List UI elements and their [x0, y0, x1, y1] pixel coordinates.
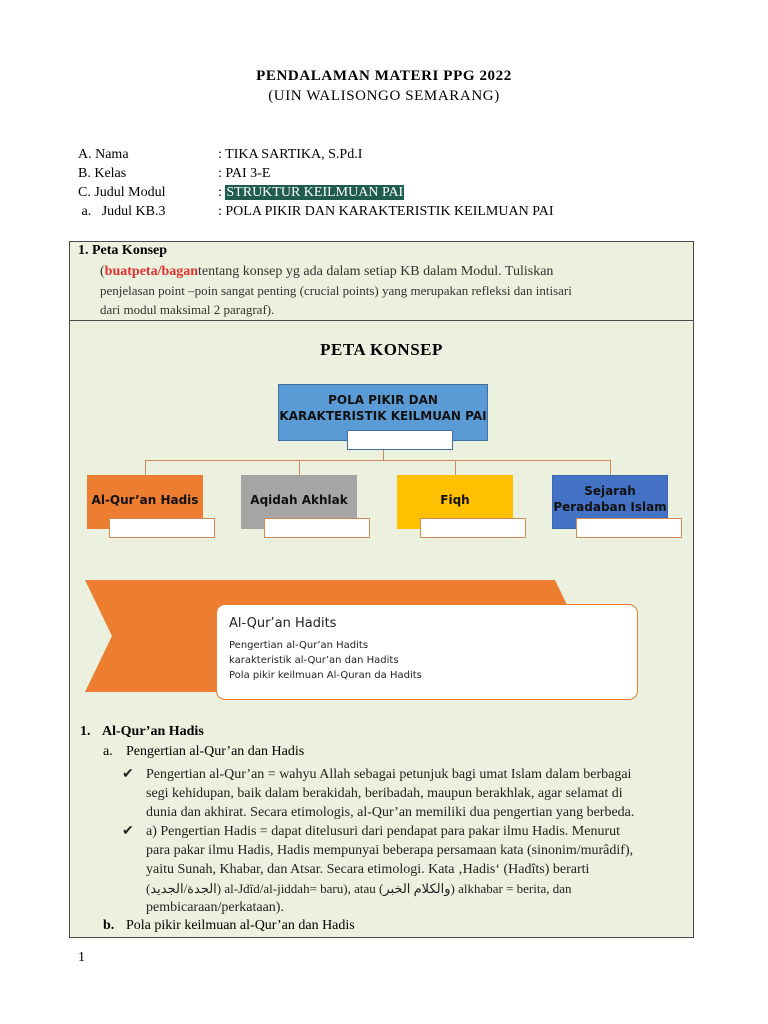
connector-line	[145, 460, 146, 475]
node-label-line: Sejarah	[584, 484, 636, 498]
root-text-box	[347, 430, 453, 450]
box-divider	[69, 320, 694, 321]
section-instructions	[100, 262, 680, 319]
checklist-text	[146, 765, 688, 822]
text-line: dunia dan akhirat. Secara etimologis, al-Qur’an memiliki dua pengertian yang berbeda.	[146, 805, 635, 820]
text-line: Pengertian al-Qur’an = wahyu Allah sebagai petunjuk bagi umat Islam dalam berbagai	[146, 767, 632, 782]
page-number: 1	[78, 950, 85, 965]
info-value: : TIKA SARTIKA, S.Pd.I	[218, 147, 363, 162]
instruction-line	[100, 262, 680, 281]
connector-line	[383, 450, 384, 460]
info-label: A. Nama	[78, 147, 129, 162]
info-label: a. Judul KB.3	[78, 204, 166, 219]
section-number: 1.	[80, 724, 91, 739]
highlighted-module-title: STRUKTUR KEILMUAN PAI	[226, 185, 404, 200]
detail-card-title: Al-Qur’an Hadits	[229, 616, 337, 631]
sub-item-b	[103, 918, 355, 934]
node-label-line: Peradaban Islam	[553, 500, 667, 514]
node-label: Fiqh	[440, 493, 470, 507]
instruction-line: penjelasan point –poin sangat penting (crucial points) yang merupakan refleksi dan intisari	[100, 283, 572, 298]
checkmark-icon: ✔	[122, 767, 134, 782]
info-value: : POLA PIKIR DAN KARAKTERISTIK KEILMUAN PAI	[218, 204, 554, 219]
node-text-box	[264, 518, 370, 538]
instruction-line: dari modul maksimal 2 paragraf).	[100, 302, 275, 317]
section-heading-quran-hadis	[80, 724, 204, 740]
checklist-text	[146, 822, 688, 917]
document-title: PENDALAMAN MATERI PPG 2022	[256, 68, 512, 84]
info-value: : PAI 3-E	[218, 166, 271, 181]
sub-item-letter: b.	[103, 918, 115, 933]
document-subtitle: (UIN WALISONGO SEMARANG)	[268, 88, 500, 104]
concept-map-title: PETA KONSEP	[320, 340, 443, 359]
sub-item-text: Pola pikir keilmuan al-Qur’an dan Hadis	[126, 918, 355, 933]
connector-line	[610, 460, 611, 475]
text-line: pembicaraan/perkataan).	[146, 900, 284, 915]
section-heading-peta-konsep: 1. Peta Konsep	[78, 243, 168, 258]
node-text-box	[420, 518, 526, 538]
info-row-judul-modul	[78, 184, 718, 202]
text-line: segi kehidupan, baik dalam berakidah, beribadah, maupun berakhlak, agar selamat di	[146, 786, 623, 801]
node-label: Aqidah Akhlak	[250, 493, 348, 507]
connector-line	[145, 460, 611, 461]
checkmark-icon: ✔	[122, 824, 134, 839]
connector-line	[455, 460, 456, 475]
info-value-wrap	[218, 184, 404, 202]
info-row-kelas	[78, 165, 718, 183]
text-line: para pakar ilmu Hadis, Hadis mempunyai beberapa persamaan kata (sinonim/murâdif),	[146, 843, 634, 858]
text-line: a) Pengertian Hadis = dapat ditelusuri dari pendapat para pakar ilmu Hadis. Menurut	[146, 824, 621, 839]
info-label: B. Kelas	[78, 166, 127, 181]
checklist-item	[122, 822, 688, 917]
instruction-highlight: buatpeta/bagan	[104, 264, 199, 279]
node-label: Al-Qur’an Hadis	[91, 493, 199, 507]
connector-line	[299, 460, 300, 475]
info-row-judul-kb	[78, 203, 718, 221]
checklist-item	[122, 765, 688, 822]
open-paren: (	[100, 264, 105, 279]
info-row-nama	[78, 146, 718, 164]
instruction-text: tentang konsep yg ada dalam setiap KB dalam Modul. Tuliskan	[198, 264, 554, 279]
sub-item-letter: a.	[103, 744, 113, 759]
section-title: Al-Qur’an Hadis	[102, 724, 204, 739]
node-text-box	[576, 518, 682, 538]
text-line: yaitu Sunah, Khabar, dan Atsar. Secara etimologi. Kata ‚Hadis‘ (Hadîts) berarti	[146, 862, 590, 877]
root-label-line: KARAKTERISTIK KEILMUAN PAI	[279, 408, 487, 423]
sub-item-a	[103, 744, 304, 760]
text-line: (الجدة/الجديد) al-Jdîd/al-jiddah= baru), atau (والكلام الخبر) alkhabar = berita, dan	[146, 881, 572, 896]
detail-card-line: Pola pikir keilmuan Al-Quran da Hadits	[229, 670, 422, 681]
info-label: C. Judul Modul	[78, 185, 166, 200]
node-text-box	[109, 518, 215, 538]
detail-card-line: Pengertian al-Qur’an Hadits	[229, 640, 369, 651]
info-prefix: :	[218, 185, 226, 200]
root-label-line: POLA PIKIR DAN	[328, 392, 438, 407]
detail-card-line: karakteristik al-Qur’an dan Hadits	[229, 655, 399, 666]
sub-item-text: Pengertian al-Qur’an dan Hadis	[126, 744, 305, 759]
